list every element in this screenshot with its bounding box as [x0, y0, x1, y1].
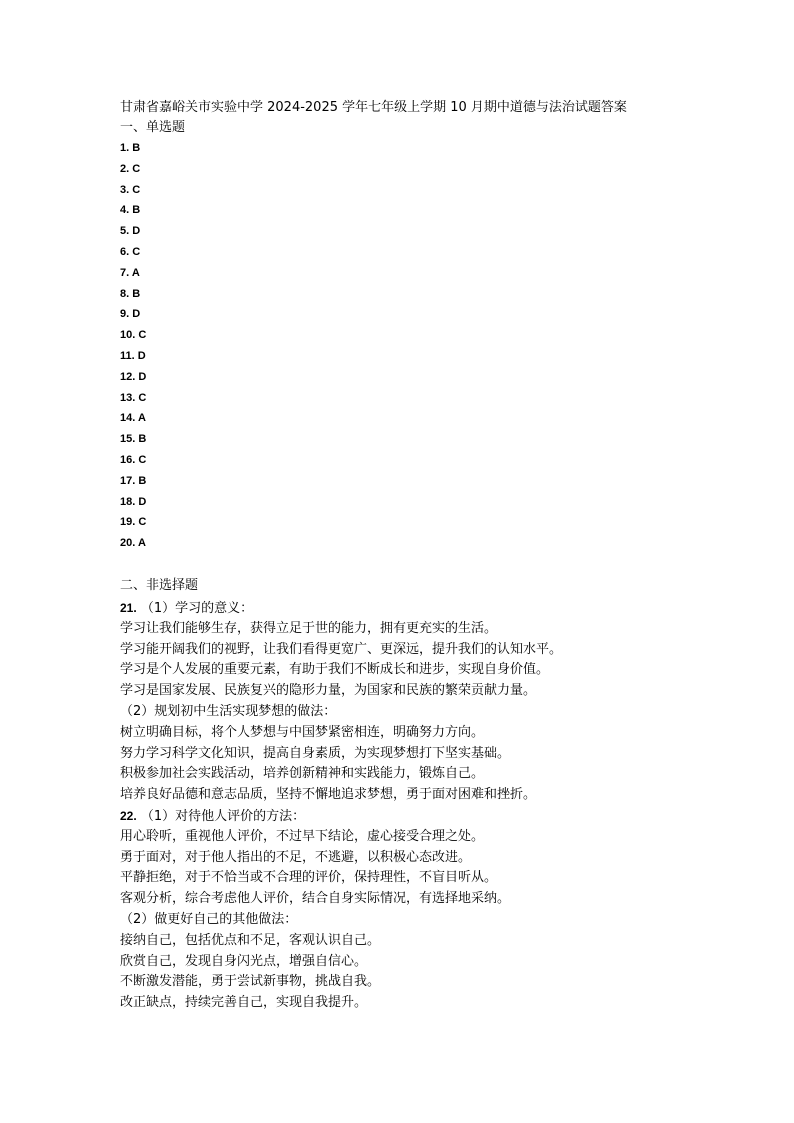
answer-line: 树立明确目标，将个人梦想与中国梦紧密相连，明确努力方向。 [120, 724, 485, 740]
question-22-heading [120, 807, 562, 828]
answer-line: 学习让我们能够生存，获得立足于世的能力，拥有更充实的生活。 [120, 620, 498, 636]
answer-item: 14. A [120, 412, 146, 425]
subquestion-label: （1）学习的意义： [136, 601, 254, 616]
answer-line: 努力学习科学文化知识，提高自身素质，为实现梦想打下坚实基础。 [120, 745, 511, 761]
answer-item: 9. D [120, 308, 141, 321]
answer-item: 1. B [120, 142, 141, 154]
answer-line: 培养良好品德和意志品质，坚持不懈地追求梦想，勇于面对困难和挫折。 [120, 787, 537, 803]
answer-item: 15. B [120, 433, 147, 446]
answer-item: 10. C [120, 329, 147, 342]
answer-item: 20. A [120, 537, 146, 550]
answer-item: 4. B [120, 204, 141, 217]
answer-line: 不断激发潜能，勇于尝试新事物，挑战自我。 [120, 974, 381, 990]
answer-line: 客观分析，综合考虑他人评价，结合自身实际情况，有选择地采纳。 [120, 891, 511, 907]
answer-item: 3. C [120, 183, 141, 196]
answer-line: 学习是个人发展的重要元素，有助于我们不断成长和进步，实现自身价值。 [120, 662, 550, 678]
answer-item: 17. B [120, 474, 147, 487]
answer-line: 勇于面对，对于他人指出的不足，不逃避，以积极心态改进。 [120, 849, 472, 865]
answer-item: 2. C [120, 162, 141, 175]
answer-item: 16. C [120, 453, 147, 466]
essay-answer-list [120, 599, 562, 1015]
answer-item: 11. D [120, 349, 146, 362]
answer-line: 改正缺点，持续完善自己，实现自我提升。 [120, 995, 368, 1011]
answer-item: 5. D [120, 225, 141, 238]
answer-item: 18. D [120, 495, 147, 508]
subquestion-label: （2）规划初中生活实现梦想的做法： [120, 703, 337, 719]
question-number: 22. [120, 808, 137, 823]
answer-line: 平静拒绝，对于不恰当或不合理的评价，保持理性，不盲目听从。 [120, 870, 498, 886]
document-title: 甘肃省嘉峪关市实验中学 2024-2025 学年七年级上学期 10 月期中道德与法治试题答案 [120, 100, 627, 115]
answer-line: 积极参加社会实践活动，培养创新精神和实践能力，锻炼自己。 [120, 766, 485, 782]
answer-item: 12. D [120, 370, 147, 383]
answer-line: 欣赏自己，发现自身闪光点，增强自信心。 [120, 953, 368, 969]
answer-item: 8. B [120, 287, 141, 300]
answer-line: 用心聆听，重视他人评价，不过早下结论，虚心接受合理之处。 [120, 828, 485, 844]
subquestion-label: （1）对待他人评价的方法： [136, 808, 306, 824]
answer-line: 学习是国家发展、民族复兴的隐形力量，为国家和民族的繁荣贡献力量。 [120, 683, 537, 699]
answer-line: 学习能开阔我们的视野，让我们看得更宽广、更深远，提升我们的认知水平。 [120, 641, 563, 657]
answer-list [120, 141, 146, 557]
section-heading-single-choice: 一、单选题 [120, 120, 186, 135]
answer-item: 19. C [120, 516, 147, 529]
answer-item: 7. A [120, 266, 140, 279]
answer-item: 13. C [120, 391, 147, 404]
subquestion-label: （2）做更好自己的其他做法： [120, 911, 298, 927]
question-21-heading [120, 599, 562, 620]
section-heading-non-choice: 二、非选择题 [120, 578, 199, 593]
question-number: 21. [120, 601, 137, 615]
answer-item: 6. C [120, 245, 141, 258]
answer-line: 接纳自己，包括优点和不足，客观认识自己。 [120, 932, 381, 948]
